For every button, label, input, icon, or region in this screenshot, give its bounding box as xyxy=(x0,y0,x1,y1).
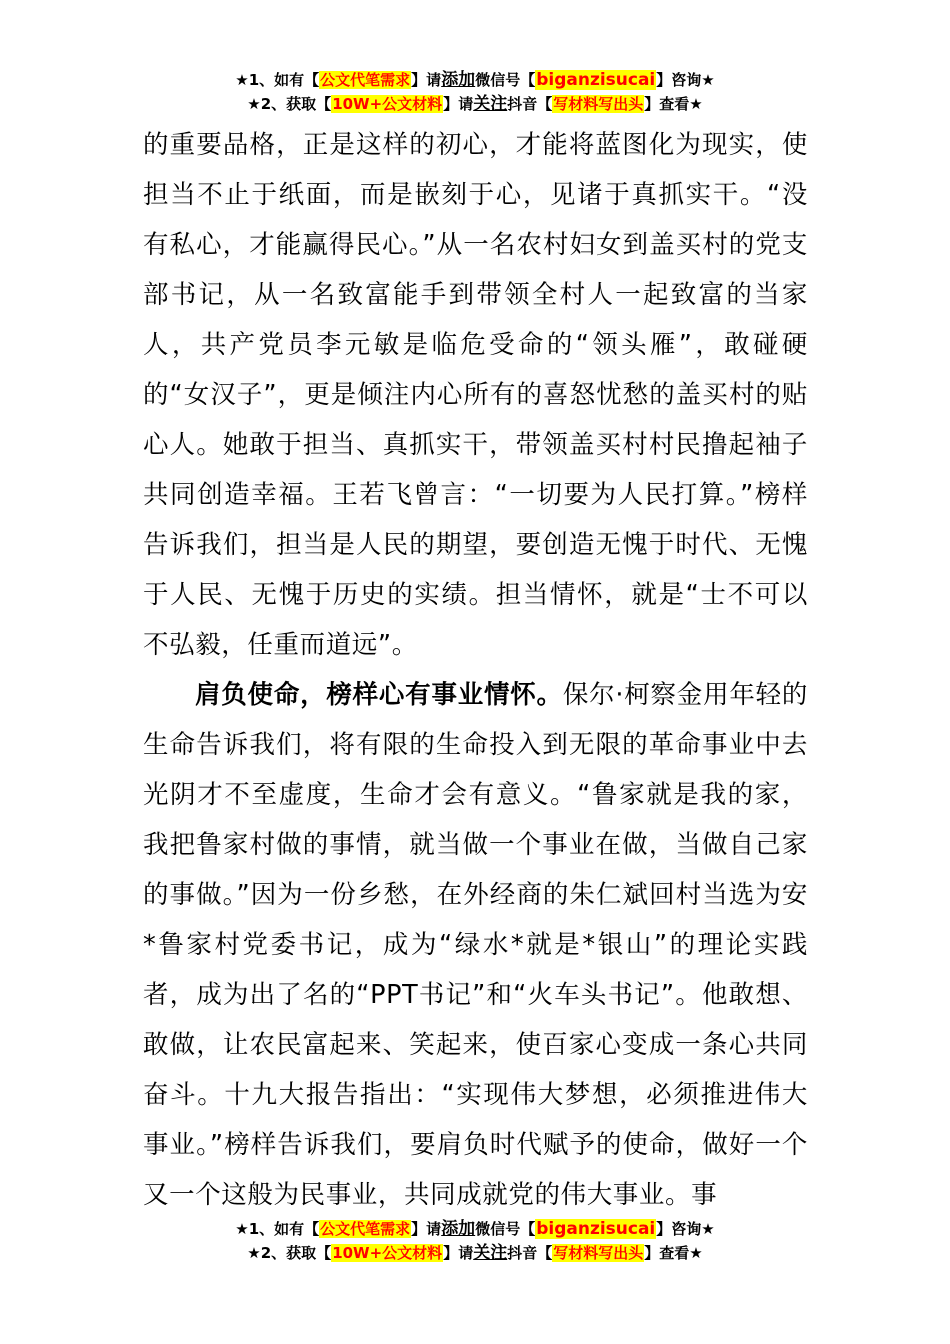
notice-suffix: 】查看★ xyxy=(644,1244,703,1262)
notice-text: 微信号【 xyxy=(475,1220,536,1238)
notice-suffix: 】查看★ xyxy=(644,95,703,113)
notice-highlight: 公文代笔需求 xyxy=(320,71,411,89)
notice-highlight: 公文代笔需求 xyxy=(320,1220,411,1238)
notice-line-2 xyxy=(0,92,950,116)
notice-line-1 xyxy=(0,68,950,92)
notice-douyin-id: 写材料写出头 xyxy=(553,95,644,113)
notice-text: 抖音【 xyxy=(507,1244,553,1262)
paragraph-2-lead: 肩负使命，榜样心有事业情怀。 xyxy=(195,680,563,710)
notice-text: 微信号【 xyxy=(475,71,536,89)
notice-highlight: 10W+公文材料 xyxy=(332,1244,443,1262)
notice-underline: 关注 xyxy=(473,1243,508,1263)
notice-text: 】请 xyxy=(443,95,474,113)
notice-underline: 添加 xyxy=(441,70,476,90)
notice-wechat-id: biganzisucai xyxy=(536,1219,656,1239)
notice-prefix: ★1、如有【 xyxy=(235,1220,320,1238)
paragraph-2 xyxy=(143,670,808,1220)
paragraph-1: 的重要品格，正是这样的初心，才能将蓝图化为现实，使担当不止于纸面，而是嵌刻于心，见诸于真抓实干。“没有私心，才能赢得民心。”从一名农村妇女到盖买村的党支部书记，从一名致富能手到带领全村人一起致富的当家人，共产党员李元敏是临危受命的“领头雁”，敢碰硬的“女汉子”，更是倾注内心所有的喜怒忧愁的盖买村的贴心人。她敢于担当、真抓实干，带领盖买村村民撸起袖子共同创造幸福。王若飞曾言：“一切要为人民打算。”榜样告诉我们，担当是人民的期望，要创造无愧于时代、无愧于人民、无愧于历史的实绩。担当情怀，就是“士不可以不弘毅，任重而道远”。 xyxy=(143,130,808,660)
notice-suffix: 】咨询★ xyxy=(656,1220,715,1238)
notice-line-1 xyxy=(0,1217,950,1241)
notice-prefix: ★2、获取【 xyxy=(247,95,332,113)
notice-line-2 xyxy=(0,1241,950,1265)
notice-underline: 添加 xyxy=(441,1219,476,1239)
notice-prefix: ★1、如有【 xyxy=(235,71,320,89)
document-body xyxy=(143,120,808,1220)
notice-douyin-id: 写材料写出头 xyxy=(553,1244,644,1262)
footer-notice xyxy=(0,1217,950,1265)
notice-wechat-id: biganzisucai xyxy=(536,70,656,90)
notice-text: 】请 xyxy=(411,71,442,89)
notice-underline: 关注 xyxy=(473,94,508,114)
paragraph-2-text: 保尔·柯察金用年轻的生命告诉我们，将有限的生命投入到无限的革命事业中去光阴才不至虚度，生命才会有意义。“鲁家就是我的家，我把鲁家村做的事情，就当做一个事业在做，当做自己家的事做。”因为一份乡愁，在外经商的朱仁斌回村当选为安*鲁家村党委书记，成为“绿水*就是*银山”的理论实践者，成为出了名的“PPT书记”和“火车头书记”。他敢想、敢做，让农民富起来、笑起来，使百家心变成一条心共同奋斗。十九大报告指出：“实现伟大梦想，必须推进伟大事业。”榜样告诉我们，要肩负时代赋予的使命，做好一个又一个这般为民事业，共同成就党的伟大事业。事 xyxy=(143,680,808,1210)
notice-highlight: 10W+公文材料 xyxy=(332,95,443,113)
notice-text: 】请 xyxy=(443,1244,474,1262)
header-notice xyxy=(0,68,950,116)
notice-text: 抖音【 xyxy=(507,95,553,113)
notice-suffix: 】咨询★ xyxy=(656,71,715,89)
notice-prefix: ★2、获取【 xyxy=(247,1244,332,1262)
notice-text: 】请 xyxy=(411,1220,442,1238)
